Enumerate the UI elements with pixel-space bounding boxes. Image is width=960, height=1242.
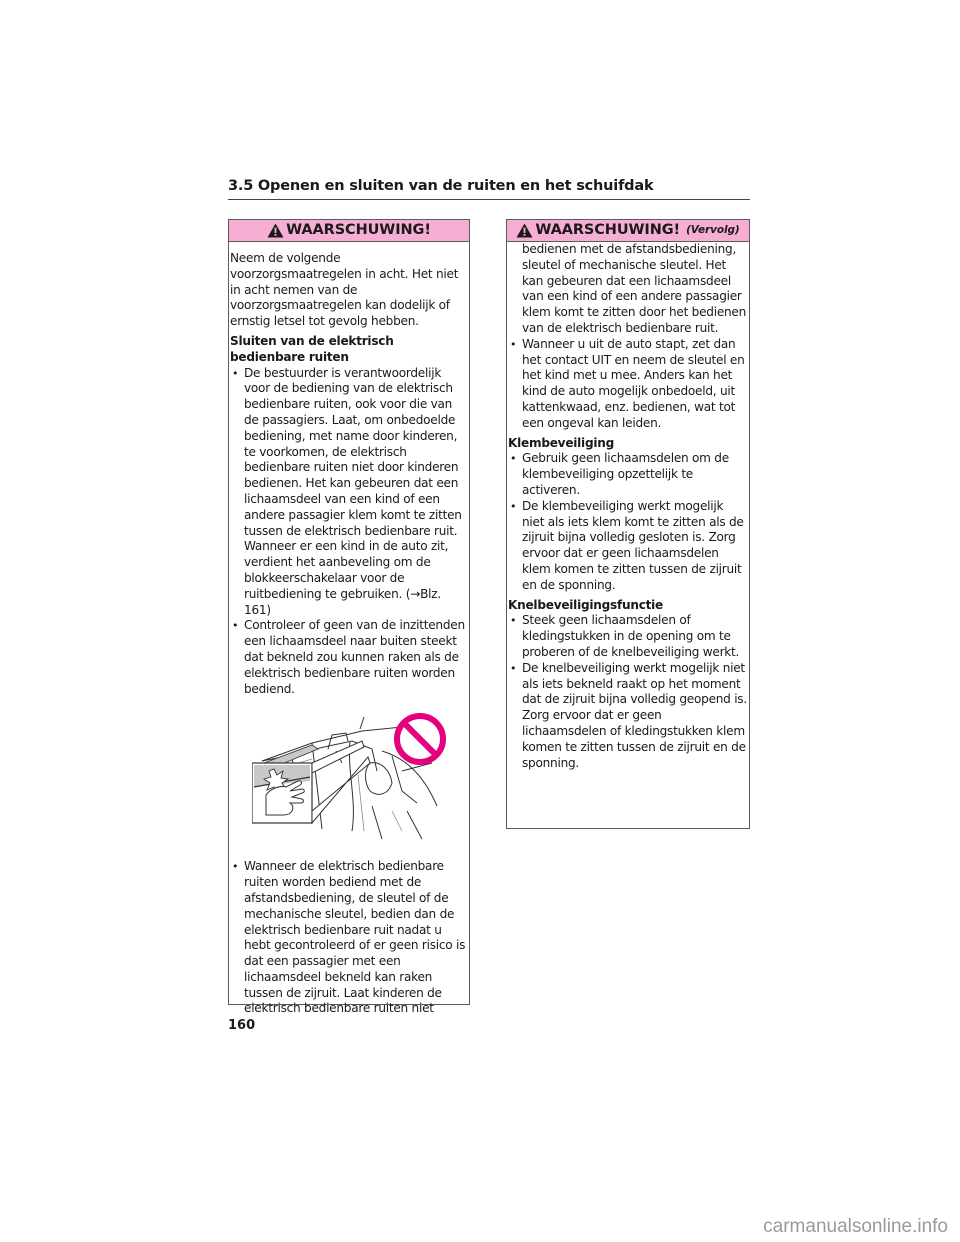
- subheading-knelbeveiliging: Knelbeveiligingsfunctie: [508, 597, 664, 612]
- warning-box-right: [506, 219, 750, 829]
- list-item: • De klembeveiliging werkt mogelijk niet als iets klem komt te zitten als de zijruit bijna volledig gesloten is. Zorg ervoor dat er geen lichaamsdelen klem komen te zitten tussen de zijruit en de sponning.: [508, 499, 749, 594]
- list-item: • Gebruik geen lichaamsdelen om de klembeveiliging opzettelijk te activeren.: [508, 451, 749, 498]
- warning-list-after: [230, 859, 469, 1017]
- warning-header-continued: [507, 220, 749, 242]
- warning-header: [229, 220, 469, 242]
- list-item: • Controleer of geen van de inzittenden een lichaamsdeel naar buiten steekt dat bekneld zou kunnen raken als de elektrisch bedienbare ruiten worden bediend.: [230, 618, 469, 697]
- warning-box-left: [228, 219, 470, 1016]
- warning-title: WAARSCHUWING!: [286, 221, 431, 238]
- knelbeveiliging-list: [508, 613, 749, 771]
- warning-title: WAARSCHUWING!: [535, 221, 681, 238]
- section-title: 3.5 Openen en sluiten van de ruiten en het schuifdak: [228, 178, 750, 200]
- warning-triangle-icon: [516, 223, 533, 238]
- klembeveiliging-list: [508, 451, 749, 593]
- list-item: • Wanneer de elektrisch bedienbare ruiten worden bediend met de afstandsbediening, de sleutel of de mechanische sleutel, bedien dan de elektrisch bedienbare ruit nadat u hebt gecontroleerd of er geen risico is dat een passagier met een lichaamsdeel bekneld kan raken tussen de zijruit. Laat kinderen de elektrisch bedienbare ruiten niet: [230, 859, 469, 1017]
- subheading-windows: Sluiten van de elektrisch bedienbare ruiten: [230, 333, 394, 364]
- continued-label: (Vervolg): [686, 223, 740, 236]
- warning-intro: Neem de volgende voorzorgsmaatregelen in acht. Het niet in acht nemen van de voorzorgsmaatregelen kan dodelijk of ernstig letsel tot gevolg hebben.: [230, 251, 459, 329]
- warning-list: [230, 366, 469, 698]
- list-item: • Steek geen lichaamsdelen of kledingstukken in de opening om te proberen of de knelbeveiliging werkt.: [508, 613, 749, 660]
- list-item: • De knelbeveiliging werkt mogelijk niet als iets bekneld raakt op het moment dat de zijruit bijna volledig geopend is. Zorg ervoor dat er geen lichaamsdelen of kledingstukken klem komen te zitten tussen de zijruit en de sponning.: [508, 661, 749, 772]
- warning-triangle-icon: [267, 223, 284, 238]
- list-item: • De bestuurder is verantwoordelijk voor de bediening van de elektrisch bedienbare ruiten, ook voor die van de passagiers. Laat, om onbedoelde bediening, met name door kinderen, te voorkomen, de elektrisch bedienbare ruiten niet door kinderen bedienen. Het kan gebeuren dat een lichaamsdeel van een kind of een andere passagier klem komt te zitten tussen de elektrisch bedienbare ruit. Wanneer er een kind in de auto zit, verdient het aanbeveling om de blokkeerschakelaar voor de ruitbediening te gebruiken. (→Blz. 161): [230, 366, 469, 619]
- window-pinch-illustration: [252, 711, 452, 843]
- prohibition-sign-icon: [397, 716, 443, 762]
- subheading-klembeveiliging: Klembeveiliging: [508, 435, 615, 450]
- page-number: 160: [228, 1018, 256, 1033]
- list-item: • Wanneer u uit de auto stapt, zet dan het contact UIT en neem de sleutel en het kind met u mee. Anders kan het kind de auto mogelijk onbedoeld, uit kattenkwaad, enz. bedienen, wat tot een ongeval kan leiden.: [508, 337, 749, 432]
- list-item-continuation: bedienen met de afstandsbediening, sleutel of mechanische sleutel. Het kan gebeuren dat een lichaamsdeel van een kind of een andere passagier klem komt te zitten door het bedienen van de elektrisch bedienbare ruit.: [522, 242, 747, 335]
- watermark: carmanualsonline.info: [763, 1216, 948, 1237]
- continuation-list: [508, 242, 749, 432]
